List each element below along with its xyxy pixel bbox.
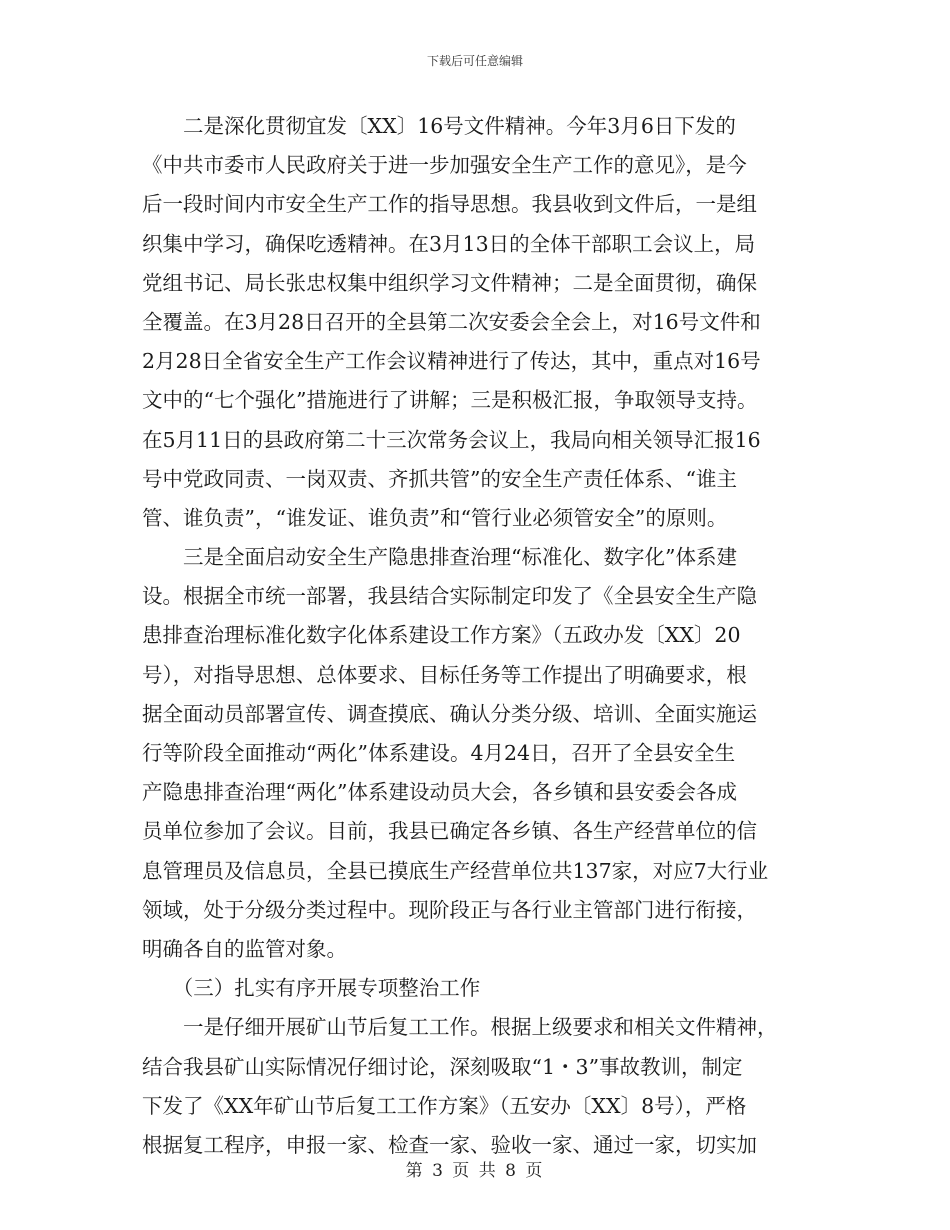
text-line: 号），对指导思想、总体要求、目标任务等工作提出了明确要求，根: [142, 662, 747, 687]
text-line: 明确各自的监管对象。: [142, 936, 347, 961]
text-line: 产隐患排查治理“两化”体系建设动员大会，各乡镇和县安委会各成: [142, 780, 737, 805]
text-line: 员单位参加了会议。目前，我县已确定各乡镇、各生产经营单位的信: [142, 819, 757, 844]
page-header: 下载后可任意编辑: [426, 54, 523, 68]
text-line: 设。根据全市统一部署，我县结合实际制定印发了《全县安全生产隐: [142, 584, 757, 609]
text-line: 结合我县矿山实际情况仔细讨论，深刻吸取“1・3”事故教训，制定: [142, 1054, 743, 1079]
text-line: 领域，处于分级分类过程中。现阶段正与各行业主管部门进行衔接，: [142, 897, 757, 922]
text-line: 三是全面启动安全生产隐患排查治理“标准化、数字化”体系建: [142, 545, 737, 570]
text-line: 下发了《XX年矿山节后复工工作方案》（五安办〔XX〕8号），严格: [142, 1093, 747, 1118]
text-line: 据全面动员部署宣传、调查摸底、确认分类分级、培训、全面实施运: [142, 701, 757, 726]
text-line: 《中共市委市人民政府关于进一步加强安全生产工作的意见》，是今: [142, 153, 747, 178]
text-line: 后一段时间内市安全生产工作的指导思想。我县收到文件后，一是组: [142, 192, 757, 217]
text-line: 管、谁负责”，“谁发证、谁负责”和“管行业必须管安全”的原则。: [142, 505, 728, 530]
text-line: 行等阶段全面推动“两化”体系建设。4月24日，召开了全县安全生: [142, 741, 736, 765]
text-line: 息管理员及信息员，全县已摸底生产经营单位共137家，对应7大行业: [142, 858, 769, 883]
text-line: 党组书记、局长张忠权集中组织学习文件精神；二是全面贯彻，确保: [142, 270, 757, 295]
text-line: 号中党政同责、一岗双责、齐抓共管”的安全生产责任体系、“谁主: [142, 466, 737, 491]
text-line: 2月28日全省安全生产工作会议精神进行了传达，其中，重点对16号: [142, 349, 761, 374]
page-number-footer: 第 3 页 共 8 页: [405, 1161, 545, 1181]
text-line: 根据复工程序，申报一家、检查一家、验收一家、通过一家，切实加: [142, 1132, 757, 1157]
document-body: [142, 107, 812, 1165]
text-line: 一是仔细开展矿山节后复工工作。根据上级要求和相关文件精神，: [142, 1015, 778, 1040]
text-line: 织集中学习，确保吃透精神。在3月13日的全体干部职工会议上，局: [142, 231, 756, 256]
text-line: 文中的“七个强化”措施进行了讲解；三是积极汇报，争取领导支持。: [142, 388, 758, 413]
text-line: 患排查治理标准化数字化体系建设工作方案》（五政办发〔XX〕20: [142, 623, 741, 648]
text-line: 二是深化贯彻宜发〔XX〕16号文件精神。今年3月6日下发的: [142, 114, 736, 138]
text-line: 全覆盖。在3月28日召开的全县第二次安委会全会上，对16号文件和: [142, 309, 761, 334]
section-heading: （三）扎实有序开展专项整治工作: [142, 976, 481, 1001]
text-line: 在5月11日的县政府第二十三次常务会议上，我局向相关领导汇报16: [142, 427, 761, 452]
